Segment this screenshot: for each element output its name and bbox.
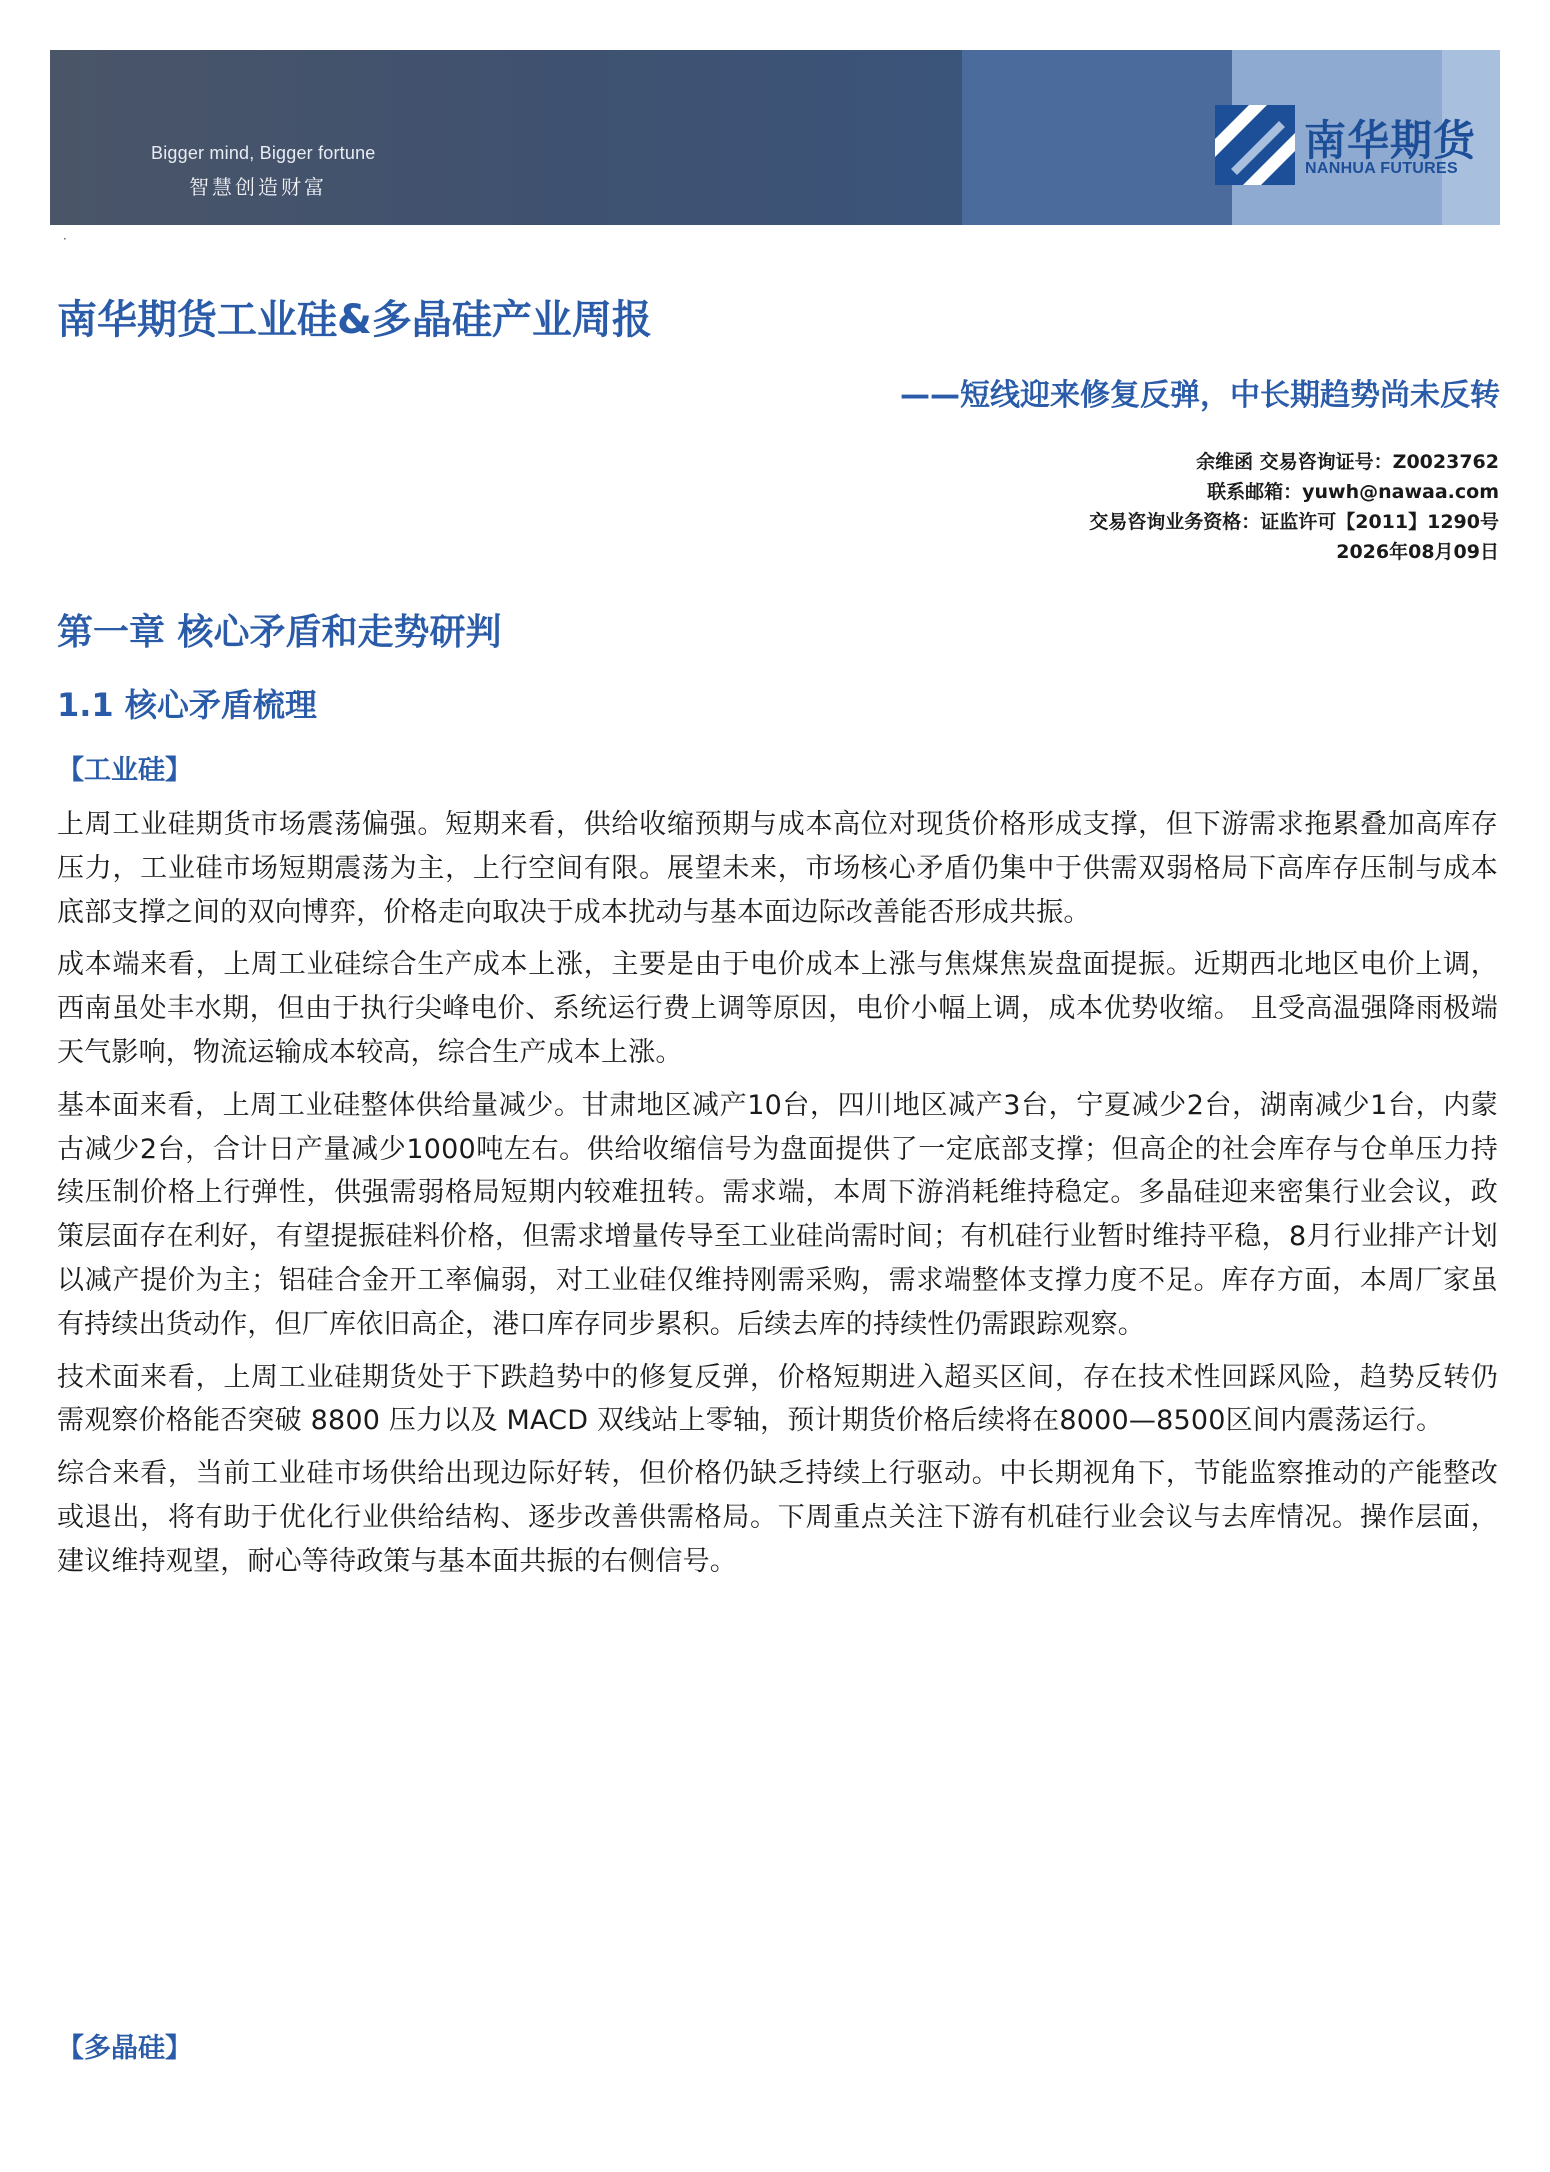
author-email: 联系邮箱：yuwh@nawaa.com bbox=[1207, 481, 1499, 503]
paragraph: 成本端来看，上周工业硅综合生产成本上涨，主要是由于电价成本上涨与焦煤焦炭盘面提振。近期西北地区电价上调，西南虽处丰水期，但由于执行尖峰电价、系统运行费上调等原因，电价小幅上调，成本优势收缩。 且受高温强降雨极端天气影响，物流运输成本较高，综合生产成本上涨。 bbox=[57, 949, 1498, 1068]
tag-polysilicon: 【多晶硅】 bbox=[57, 2033, 192, 2064]
author-info bbox=[1089, 447, 1499, 567]
paragraph: 技术面来看，上周工业硅期货处于下跌趋势中的修复反弹，价格短期进入超买区间，存在技术性回踩风险，趋势反转仍需观察价格能否突破 8800 压力以及 MACD 双线站上零轴，预计期货价格后续将在8000—8500区间内震荡运行。 bbox=[57, 1361, 1498, 1437]
body-text bbox=[57, 803, 1498, 1593]
slogan-chinese: 智慧创造财富 bbox=[189, 175, 327, 199]
banner-stripe bbox=[962, 50, 1232, 225]
slogan-english: Bigger mind, Bigger fortune bbox=[151, 143, 376, 163]
nanhua-logo-icon bbox=[1215, 105, 1295, 185]
author-license: 余维函 交易咨询证号：Z0023762 bbox=[1196, 451, 1499, 473]
logo-text-chinese: 南华期货 bbox=[1304, 116, 1477, 165]
paragraph: 上周工业硅期货市场震荡偏强。短期来看，供给收缩预期与成本高位对现货价格形成支撑，但下游需求拖累叠加高库存压力，工业硅市场短期震荡为主，上行空间有限。展望未来，市场核心矛盾仍集中于供需双弱格局下高库存压制与成本底部支撑之间的双向博弈，价格走向取决于成本扰动与基本面边际改善能否形成共振。 bbox=[57, 809, 1498, 928]
report-date: 2026年08月09日 bbox=[1336, 541, 1499, 563]
chapter-heading: 第一章 核心矛盾和走势研判 bbox=[57, 612, 502, 653]
business-qualification: 交易咨询业务资格：证监许可【2011】1290号 bbox=[1089, 511, 1499, 533]
page-marker: · bbox=[63, 232, 67, 246]
paragraph: 综合来看，当前工业硅市场供给出现边际好转，但价格仍缺乏持续上行驱动。中长期视角下，节能监察推动的产能整改或退出，将有助于优化行业供给结构、逐步改善供需格局。下周重点关注下游有机硅行业会议与去库情况。操作层面，建议维持观望，耐心等待政策与基本面共振的右侧信号。 bbox=[57, 1458, 1498, 1577]
tag-industrial-silicon: 【工业硅】 bbox=[57, 755, 192, 786]
header-banner bbox=[50, 50, 1500, 225]
report-title: 南华期货工业硅&多晶硅产业周报 bbox=[57, 297, 652, 343]
section-heading: 1.1 核心矛盾梳理 bbox=[57, 686, 317, 724]
logo-text-english: NANHUA FUTURES bbox=[1305, 160, 1458, 177]
paragraph: 基本面来看，上周工业硅整体供给量减少。甘肃地区减产10台，四川地区减产3台，宁夏减少2台，湖南减少1台，内蒙古减少2台，合计日产量减少1000吨左右。供给收缩信号为盘面提供了一定底部支撑；但高企的社会库存与仓单压力持续压制价格上行弹性，供强需弱格局短期内较难扭转。需求端，本周下游消耗维持稳定。多晶硅迎来密集行业会议，政策层面存在利好，有望提振硅料价格，但需求增量传导至工业硅尚需时间；有机硅行业暂时维持平稳，8月行业排产计划以减产提价为主；铝硅合金开工率偏弱，对工业硅仅维持刚需采购，需求端整体支撑力度不足。库存方面，本周厂家虽有持续出货动作，但厂库依旧高企，港口库存同步累积。后续去库的持续性仍需跟踪观察。 bbox=[57, 1089, 1498, 1340]
report-subtitle: ——短线迎来修复反弹，中长期趋势尚未反转 bbox=[900, 378, 1500, 413]
